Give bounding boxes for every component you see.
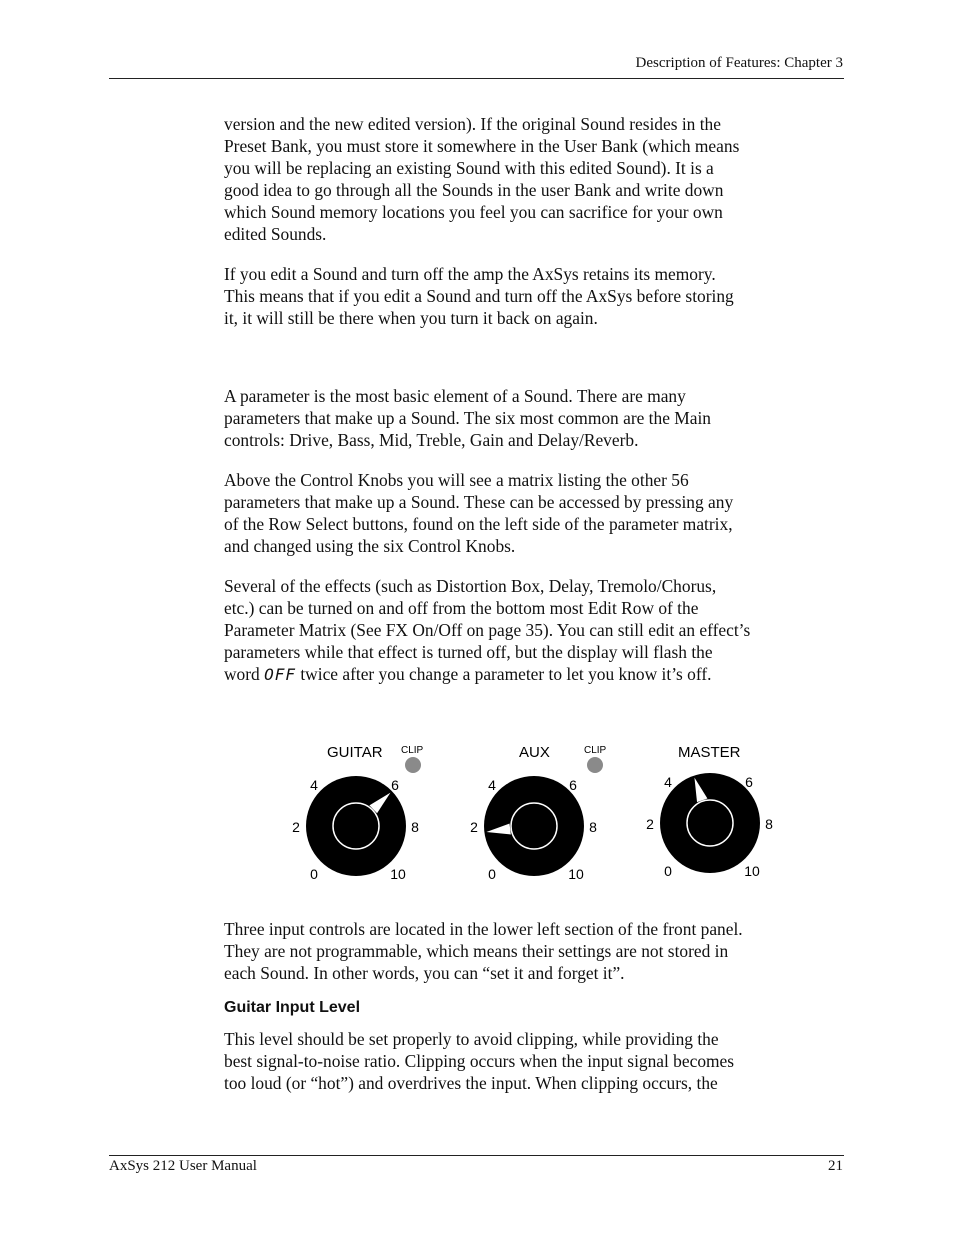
text-line: Above the Control Knobs you will see a matrix listing the other 56 — [224, 470, 689, 490]
subheading-guitar-input-level: Guitar Input Level — [224, 999, 361, 1016]
aux-tick-label: 2 — [470, 819, 478, 835]
guitar-tick-label: 8 — [411, 819, 419, 835]
text-line: They are not programmable, which means their settings are not stored in — [224, 941, 729, 961]
guitar-knob-cap — [333, 803, 379, 849]
text-line: which Sound memory locations you feel you can sacrifice for your own — [224, 202, 723, 222]
paragraph-editing-storage — [224, 113, 849, 245]
text-line: parameters that make up a Sound. The six most common are the Main — [224, 408, 711, 428]
text-line: etc.) can be turned on and off from the bottom most Edit Row of the — [224, 598, 699, 618]
master-tick-label: 4 — [664, 774, 672, 790]
master-tick-label: 0 — [664, 863, 672, 879]
input-controls-figure — [280, 735, 800, 895]
lcd-off-display: OFF — [264, 665, 296, 684]
text-line: good idea to go through all the Sounds in the user Bank and write down — [224, 180, 724, 200]
header-rule — [109, 78, 844, 79]
text-line: Preset Bank, you must store it somewhere in the User Bank (which means — [224, 136, 740, 156]
guitar-clip-label: CLIP — [401, 745, 424, 756]
text-line: controls: Drive, Bass, Mid, Treble, Gain and Delay/Reverb. — [224, 430, 639, 450]
aux-tick-label: 8 — [589, 819, 597, 835]
master-knob-label: MASTER — [678, 744, 741, 761]
aux-tick-label: 0 — [488, 866, 496, 882]
text-line: A parameter is the most basic element of a Sound. There are many — [224, 386, 686, 406]
guitar-tick-label: 10 — [390, 866, 406, 882]
footer-manual-title: AxSys 212 User Manual — [109, 1158, 257, 1174]
running-header: Description of Features: Chapter 3 — [635, 55, 843, 71]
text-line: best signal-to-noise ratio. Clipping occurs when the input signal becomes — [224, 1051, 735, 1071]
aux-knob-cap — [511, 803, 557, 849]
paragraph-memory-retention — [224, 263, 849, 329]
master-tick-label: 8 — [765, 816, 773, 832]
text-line: parameters that make up a Sound. These can be accessed by pressing any — [224, 492, 734, 512]
text-line: you will be replacing an existing Sound with this edited Sound). It is a — [224, 158, 714, 178]
master-tick-label: 6 — [745, 774, 753, 790]
text-line: Parameter Matrix (See FX On/Off on page 35). You can still edit an effect’s — [224, 620, 751, 640]
paragraph-effects-onoff — [224, 575, 849, 686]
page-number: 21 — [828, 1158, 843, 1174]
text-fragment: twice after you change a parameter to let you know it’s off. — [296, 664, 712, 684]
aux-tick-label: 10 — [568, 866, 584, 882]
text-line: it, it will still be there when you turn it back on again. — [224, 308, 598, 328]
aux-tick-label: 6 — [569, 777, 577, 793]
text-line: of the Row Select buttons, found on the left side of the parameter matrix, — [224, 514, 733, 534]
text-line: too loud (or “hot”) and overdrives the input. When clipping occurs, the — [224, 1073, 718, 1093]
text-line: This means that if you edit a Sound and turn off the AxSys before storing — [224, 286, 734, 306]
text-line: each Sound. In other words, you can “set it and forget it”. — [224, 963, 625, 983]
text-line: version and the new edited version). If the original Sound resides in the — [224, 114, 721, 134]
guitar-tick-label: 0 — [310, 866, 318, 882]
text-line: and changed using the six Control Knobs. — [224, 536, 516, 556]
text-line: parameters while that effect is turned off, but the display will flash the — [224, 642, 713, 662]
paragraph-guitar-input-level — [224, 1028, 849, 1094]
guitar-tick-label: 2 — [292, 819, 300, 835]
text-line: edited Sounds. — [224, 224, 327, 244]
guitar-knob-label: GUITAR — [327, 744, 383, 761]
master-tick-label: 10 — [744, 863, 760, 879]
text-fragment: word — [224, 664, 265, 684]
footer-rule — [109, 1155, 844, 1156]
text-line: If you edit a Sound and turn off the amp the AxSys retains its memory. — [224, 264, 716, 284]
aux-knob-label: AUX — [519, 744, 550, 761]
guitar-clip-led — [405, 757, 421, 773]
text-line: Several of the effects (such as Distortion Box, Delay, Tremolo/Chorus, — [224, 576, 717, 596]
master-knob-cap — [687, 800, 733, 846]
aux-clip-led — [587, 757, 603, 773]
master-tick-label: 2 — [646, 816, 654, 832]
text-line: Three input controls are located in the lower left section of the front panel. — [224, 919, 743, 939]
text-line — [224, 663, 849, 686]
guitar-tick-label: 6 — [391, 777, 399, 793]
aux-clip-label: CLIP — [584, 745, 607, 756]
text-line: This level should be set properly to avoid clipping, while providing the — [224, 1029, 719, 1049]
paragraph-parameter-matrix — [224, 469, 849, 557]
paragraph-parameter-definition — [224, 385, 849, 451]
aux-tick-label: 4 — [488, 777, 496, 793]
guitar-tick-label: 4 — [310, 777, 318, 793]
paragraph-input-controls — [224, 918, 849, 984]
